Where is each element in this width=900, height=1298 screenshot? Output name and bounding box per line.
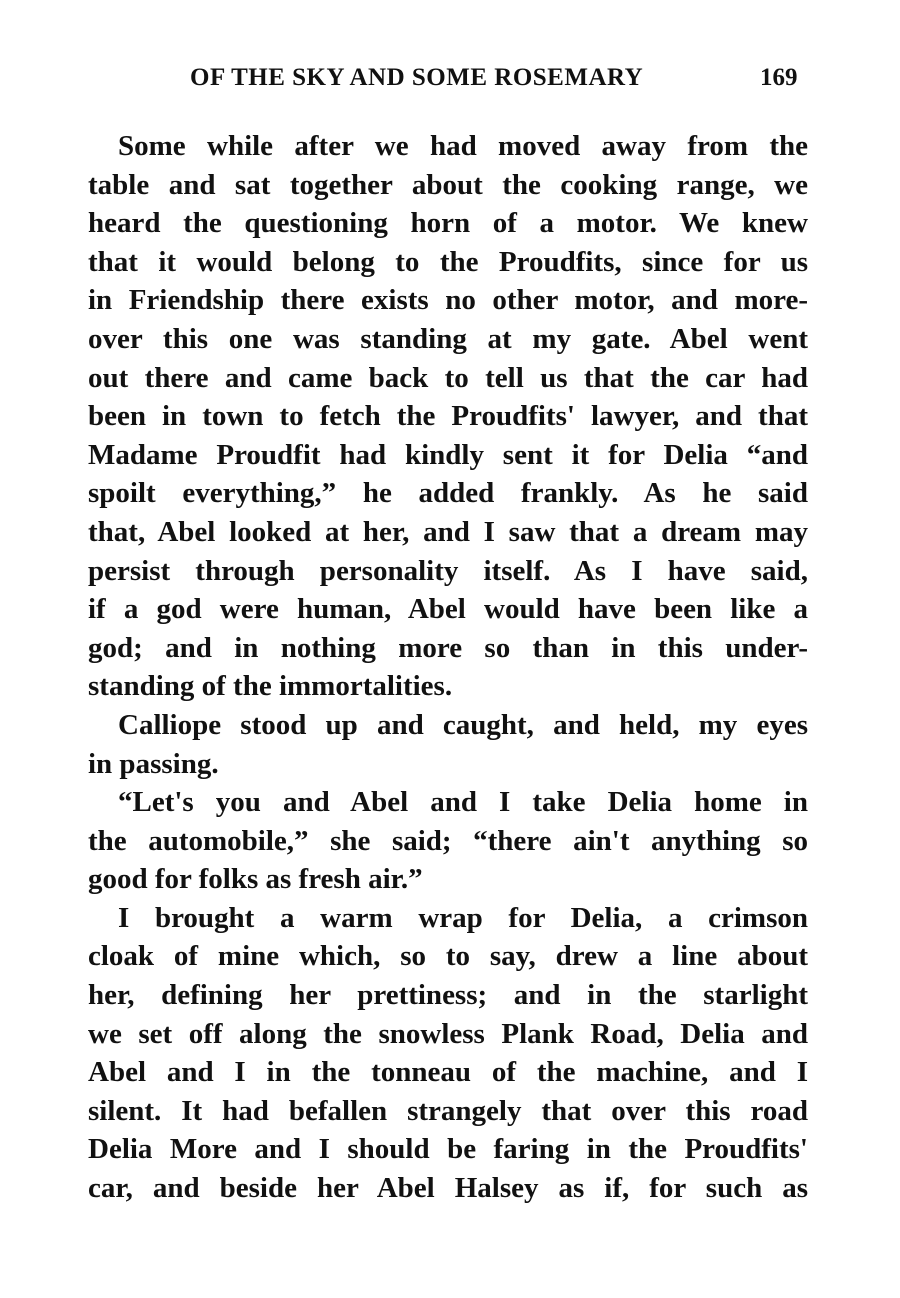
text-line: I brought a warm wrap for Delia, a crimson bbox=[118, 901, 808, 934]
text-line: Madame Proudfit had kindly sent it for Delia “and bbox=[88, 438, 808, 471]
text-line: persist through personality itself. As I have said, bbox=[88, 554, 808, 587]
text-line: “Let's you and Abel and I take Delia home in bbox=[118, 786, 808, 819]
text-line: cloak of mine which, so to say, drew a line about bbox=[88, 940, 808, 973]
text-line: silent. It had befallen strangely that over this road bbox=[88, 1094, 808, 1127]
running-header bbox=[0, 64, 900, 104]
text-line: Abel and I in the tonneau of the machine, and I bbox=[88, 1056, 808, 1089]
page-number: 169 bbox=[760, 64, 798, 91]
text-line: spoilt everything,” he added frankly. As he said bbox=[88, 477, 808, 510]
body-text bbox=[88, 127, 808, 1208]
text-line: been in town to fetch the Proudfits' lawyer, and that bbox=[88, 400, 808, 433]
text-line: her, defining her prettiness; and in the starlight bbox=[88, 979, 808, 1012]
text-line: the automobile,” she said; “there ain't anything so bbox=[88, 824, 808, 857]
text-line: if a god were human, Abel would have been like a bbox=[88, 593, 808, 626]
text-line: out there and came back to tell us that the car had bbox=[88, 361, 808, 394]
text-line: Some while after we had moved away from the bbox=[118, 130, 808, 162]
text-line: in Friendship there exists no other motor, and more- bbox=[88, 284, 808, 317]
text-line: table and sat together about the cooking range, we bbox=[88, 168, 808, 201]
text-line: car, and beside her Abel Halsey as if, for such as bbox=[88, 1172, 808, 1205]
text-line: standing of the immortalities. bbox=[88, 670, 453, 703]
text-line: heard the questioning horn of a motor. We knew bbox=[88, 207, 808, 240]
running-head: OF THE SKY AND SOME ROSEMARY bbox=[190, 64, 644, 91]
text-line: Calliope stood up and caught, and held, my eyes bbox=[118, 708, 808, 741]
text-line: Delia More and I should be faring in the Proudfits' bbox=[88, 1133, 808, 1166]
text-line: that, Abel looked at her, and I saw that a dream may bbox=[88, 515, 808, 548]
text-line: god; and in nothing more so than in this under- bbox=[88, 631, 808, 664]
text-line: good for folks as fresh air.” bbox=[88, 863, 423, 896]
text-line: over this one was standing at my gate. Abel went bbox=[88, 322, 808, 355]
text-line: we set off along the snowless Plank Road, Delia and bbox=[88, 1017, 808, 1050]
text-line: that it would belong to the Proudfits, since for us bbox=[88, 245, 808, 278]
text-line: in passing. bbox=[88, 747, 219, 780]
